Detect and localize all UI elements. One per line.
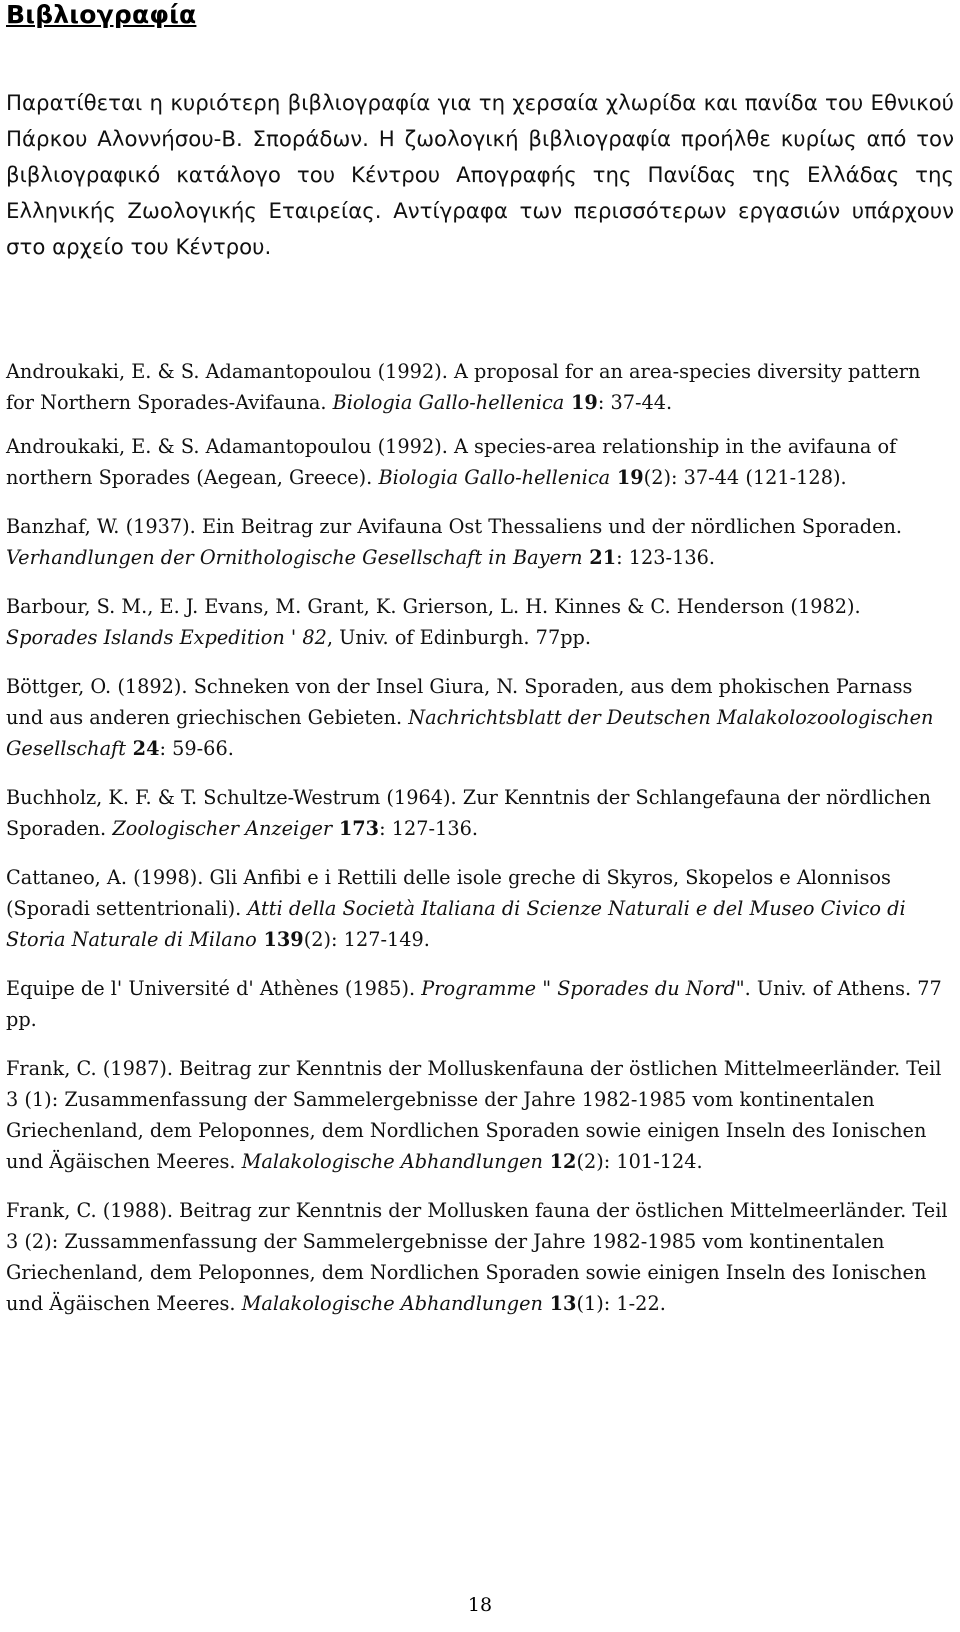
reference-journal: Biologia Gallo-hellenica bbox=[332, 391, 565, 414]
reference-authors: Equipe de l' Université d' Athènes (1985). bbox=[6, 977, 416, 1000]
reference-title: A proposal for an area-species diversity pattern for Northern Sporades-Avifauna. bbox=[6, 360, 921, 414]
reference-pages: : 59-66. bbox=[159, 737, 234, 760]
reference-journal: Nachrichtsblatt der Deutschen Malakolozoologischen Gesellschaft bbox=[6, 706, 934, 760]
reference-journal: Atti della Società Italiana di Scienze Naturali e del Museo Civico di Storia Naturale di Milano bbox=[6, 897, 906, 951]
reference-journal: Sporades Islands Expedition ' 82 bbox=[6, 626, 327, 649]
reference-title: Beitrag zur Kenntnis der Mollusken fauna der östlichen Mittelmeerländer. Teil 3 (2): Zussammenfassung der Sammelergebnisse der Jahre 1982-1985 vom kontinentalen Griechenland, dem Peloponnes, dem Nordlichen Sporaden sowie einigen Inseln des Ionischen und Ägäischen Meeres. bbox=[6, 1199, 948, 1315]
reference-entry bbox=[6, 671, 954, 764]
reference-journal: Malakologische Abhandlungen bbox=[241, 1150, 543, 1173]
reference-authors: Böttger, O. (1892). bbox=[6, 675, 188, 698]
reference-title: Ein Beitrag zur Avifauna Ost Thessaliens und der nördlichen Sporaden. bbox=[195, 515, 903, 538]
reference-pages: : 127-136. bbox=[379, 817, 478, 840]
reference-volume: 12 bbox=[542, 1150, 577, 1173]
reference-volume: 173 bbox=[332, 817, 380, 840]
reference-title: Beitrag zur Kenntnis der Molluskenfauna der östlichen Mittelmeerländer. Teil 3 (1): Zusammenfassung der Sammelergebnisse der Jahre 1982-1985 vom kontinentalen Griechenland, dem Peloponnes, dem Nordlichen Sporaden sowie einigen Inseln des Ionischen und Ägäischen Meeres. bbox=[6, 1057, 942, 1173]
reference-volume: 139 bbox=[256, 928, 304, 951]
reference-journal: Verhandlungen der Ornithologische Gesellschaft in Bayern bbox=[6, 546, 583, 569]
reference-pages: . Univ. of Athens. 77 pp. bbox=[6, 977, 942, 1031]
reference-pages: (1): 1-22. bbox=[576, 1292, 666, 1315]
reference-entry bbox=[6, 1195, 954, 1319]
reference-entry bbox=[6, 973, 954, 1035]
reference-title: Gli Anfibi e i Rettili delle isole greche di Skyros, Skopelos e Alonnisos (Sporadi settentrionali). bbox=[6, 866, 891, 920]
reference-title: Schneken von der Insel Giura, N. Sporaden, aus dem phokischen Parnass und aus anderen griechischen Gebieten. bbox=[6, 675, 913, 729]
reference-journal: Programme " Sporades du Nord" bbox=[421, 977, 745, 1000]
reference-pages: (2): 101-124. bbox=[576, 1150, 703, 1173]
reference-entry bbox=[6, 431, 954, 493]
reference-entry bbox=[6, 782, 954, 844]
reference-authors: Barbour, S. M., E. J. Evans, M. Grant, K. Grierson, L. H. Kinnes & C. Henderson (1982). bbox=[6, 595, 861, 618]
intro-paragraph: Παρατίθεται η κυριότερη βιβλιογραφία για τη χερσαία χλωρίδα και πανίδα του Εθνικού Πάρκου Αλοννήσου-Β. Σποράδων. Η ζωολογική βιβλιογραφία προήλθε κυρίως από τον βιβλιογραφικό κατάλογο του Κέντρου Απογραφής της Πανίδας της Ελλάδας της Ελληνικής Ζωολογικής Εταιρείας. Αντίγραφα των περισσότερων εργασιών υπάρχουν στο αρχείο του Κέντρου. bbox=[6, 91, 954, 260]
reference-pages: (2): 127-149. bbox=[303, 928, 430, 951]
reference-volume: 24 bbox=[125, 737, 160, 760]
reference-pages: : 37-44. bbox=[597, 391, 673, 414]
reference-journal: Zoologischer Anzeiger bbox=[112, 817, 333, 840]
reference-entry bbox=[6, 591, 954, 653]
reference-title: Zur Kenntnis der Schlangefauna der nördlichen Sporaden. bbox=[6, 786, 931, 840]
reference-volume: 21 bbox=[582, 546, 617, 569]
reference-entry bbox=[6, 1053, 954, 1177]
reference-authors: Cattaneo, A. (1998). bbox=[6, 866, 204, 889]
reference-pages: : 123-136. bbox=[616, 546, 715, 569]
reference-entry bbox=[6, 511, 954, 573]
reference-authors: Frank, C. (1987). bbox=[6, 1057, 174, 1080]
page-title: Βιβλιογραφία bbox=[6, 0, 197, 29]
page-number: 18 bbox=[467, 1594, 493, 1616]
reference-authors: Androukaki, E. & S. Adamantopoulou (1992). bbox=[6, 360, 448, 383]
reference-authors: Buchholz, K. F. & T. Schultze-Westrum (1964). bbox=[6, 786, 457, 809]
reference-authors: Androukaki, E. & S. Adamantopoulou (1992). bbox=[6, 435, 448, 458]
reference-list bbox=[6, 356, 954, 1319]
reference-volume: 19 bbox=[564, 391, 598, 414]
reference-authors: Banzhaf, W. (1937). bbox=[6, 515, 196, 538]
reference-title: A species-area relationship in the avifauna of northern Sporades (Aegean, Greece). bbox=[6, 435, 897, 489]
reference-journal: Biologia Gallo-hellenica bbox=[378, 466, 611, 489]
reference-volume: 19 bbox=[610, 466, 644, 489]
reference-authors: Frank, C. (1988). bbox=[6, 1199, 174, 1222]
reference-entry bbox=[6, 862, 954, 955]
reference-pages: (2): 37-44 (121-128). bbox=[643, 466, 847, 489]
reference-volume: 13 bbox=[542, 1292, 577, 1315]
reference-pages: , Univ. of Edinburgh. 77pp. bbox=[326, 626, 592, 649]
reference-entry bbox=[6, 356, 954, 418]
reference-journal: Malakologische Abhandlungen bbox=[241, 1292, 543, 1315]
